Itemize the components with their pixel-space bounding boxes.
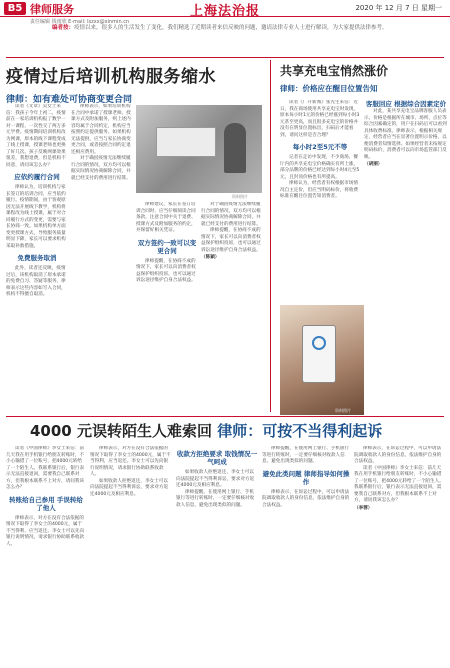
story1-paragraph: 律师提醒，在协商不成的情况下，家长可以向消费者权益保护组织投诉，也可以通过诉讼途径维护自身合法权益。 — [201, 228, 261, 253]
story2-subtitle: 律师：价格应在醒目位置告知 — [280, 84, 378, 93]
story3-headline-lawyer: 律师：可按不当得利起诉 — [217, 422, 383, 440]
editors-note-label: 编者按： — [52, 25, 75, 31]
story3-column-3 — [176, 446, 258, 664]
power-bank-image — [302, 325, 336, 383]
page-number: B5 — [4, 2, 26, 15]
story1-column-2 — [71, 104, 133, 414]
story1-paragraph: 律师建议，家长在签订培训合同时，应当仔细阅读合同条款，注意合同中关于退费、授课方式及附加服务的约定，并保留好相关凭证。 — [136, 202, 196, 233]
story3-byline: （李蓉） — [354, 505, 373, 511]
story1-paragraph: 律师表示，如果培训机构在合同中承诺了授课老师、授课方式及附加服务，则上述内容均属于合同约定，机构应当按照约定提供服务。如果机构无法提供，应当与家长协商变更合同，或者按照合同约定退还相应费用。 — [71, 104, 131, 155]
story3-paragraph: 读者《中国律师》李女士来信：前几天我在用手机银行给朋友转账时，不小心输错了一位账号，把4000元转给了一个陌生人。我联系银行后，银行表示无法直接退回，需要我自己联系对方，但我根本联系不上对方，请问我该怎么办？ — [354, 465, 444, 503]
story1-paragraph: 此外，读者还反映，疫情过后，该机构取消了原本承诺的免费自习、答疑等服务，律师表示这些内容如写入合同，机构不得擅自取消。 — [6, 266, 66, 297]
story2-paragraph: 律师认为，经营者有权根据市场情况自主定价，但应当明码标价，将收费标准在醒目位置告知消费者。 — [280, 181, 359, 199]
story2-subhead: 每小时2至5元不等 — [292, 143, 348, 151]
story1-paragraph: 对于确因疫情无法继续履行合同的情况，双方均可以根据实际情况协商解除合同，并就已经支付的费用进行结算。 — [71, 156, 131, 181]
story3-subhead-2: 收款方拒绝要求 取钱情况一气呵成 — [176, 450, 258, 466]
story3-column-4 — [262, 446, 350, 664]
newspaper-masthead: 上海法治报 — [190, 4, 261, 19]
divider — [6, 57, 444, 58]
story3-column-2 — [90, 446, 172, 664]
story1-column-1 — [6, 104, 68, 414]
story1-paragraph: 读者《文章》吴女士来信：我孩子今年上初二，疫情前在一家培训机构报了数学一对一课程，一次性交了两万多元学费。疫情期间培训机构改为网课，原本的线下课程变成了线上授课，授课老师也更换了好几次。孩子反映网课效果很差，我想退费，但是机构不同意，请问该怎么办？ — [6, 104, 66, 168]
computer-screen-image — [156, 127, 216, 157]
section-title: 律师服务 — [30, 3, 74, 16]
story2-sidebar-text: 对此，某共享充电宝品牌客服人员表示，价格是根据所在城市、场所、点位等综合因素确定的，用户在扫码后可以看到具体收费标准。律师表示，根据相关规定，经营者应当在显著位置明示价格，以便消费者知情选择。如果经营者未按规定明码标价，消费者可以向市场监管部门反映。 — [364, 109, 447, 160]
story1-paragraph: 律师提醒，在协商不成的情况下，家长可以向消费者权益保护组织投诉，也可以通过诉讼途径维护自身合法权益。 — [136, 258, 196, 283]
story1-byline: （陈颖） — [201, 255, 220, 260]
editors-note-text: 疫情以来，很多人的生活发生了变化。我们精选了近期读者来信反映的问题，邀请法律专业人士进行解读，为大家提供法律参考。 — [74, 25, 388, 31]
story1-column-4 — [201, 202, 263, 414]
editors-note — [52, 24, 412, 32]
story2-headline: 共享充电宝悄然涨价 — [280, 64, 389, 78]
student-figure-image — [224, 123, 246, 173]
story3-paragraph: 律师表示，在诉讼过程中，可以申请法院调取收款人的身份信息，依法维护自身的合法权益。 — [262, 489, 350, 508]
story2-paragraph: 读者《广开新闻》张先生来信：近日，我在商场使用共享充电宝时发现，原本每小时1元的价格已经涨到每小时3元甚至更高，而且很多充电宝的价格并没有在明显位置标出，扫码后才能看到，请问这样是否合理？ — [280, 100, 360, 138]
story1-column-3 — [136, 202, 198, 414]
story3-subhead-3: 避免此类问题 律师指导如何操作 — [262, 469, 350, 486]
story3-paragraph: 律师表示，在诉讼过程中，可以申请法院调取收款人的身份信息，依法维护自身的合法权益。 — [354, 446, 442, 464]
story3-paragraph: 如果收款人拒绝返还，李女士可以向法院提起不当得利诉讼，要求对方返还4000元及相应利息。 — [90, 478, 169, 497]
story3-headline — [30, 420, 382, 441]
story3-paragraph: 如果收款人拒绝返还，李女士可以向法院提起不当得利诉讼，要求对方返还4000元及相应利息。 — [176, 470, 255, 488]
story3-paragraph: 律师提醒，在使用网上银行、手机银行等进行转账时，一定要仔细核对收款人信息，避免出现类似的问题。 — [176, 489, 255, 508]
story1-paragraph: 对于确因疫情无法继续履行合同的情况，双方均可以根据实际情况协商解除合同，并就已经支付的费用进行结算。 — [201, 202, 261, 227]
story3-subhead: 转账给自己参用 手误转给了他人 — [9, 495, 83, 512]
issue-date: 2020 年 12 月 7 日 星期一 — [355, 4, 442, 12]
story1-photo-credit: 资料图片 — [232, 194, 248, 199]
editor-credit: 责任编辑 钱雨欣 E-mail: lszxx@xinmin.cn — [30, 19, 130, 25]
story2-photo — [280, 305, 364, 415]
story2-sidebar-title: 客服回应 根据综合因素定价 — [365, 100, 447, 108]
story2-column-1 — [280, 100, 360, 302]
story3-column-1 — [6, 446, 86, 664]
story1-subtitle: 律师：如有难处可协商变更合同 — [6, 95, 133, 105]
story3-paragraph: 律师表示，对方在没有合法依据的情况下取得了李女士的4000元，属于不当得利，应当返还。李女士可以先向银行说明情况，请求银行协助联系收款人。 — [90, 446, 171, 477]
divider — [6, 416, 444, 417]
story2-byline: （胡丽） — [364, 162, 383, 167]
story1-subhead: 应依约履行合同 — [14, 173, 60, 181]
story2-paragraph: 记者在走访中发现，不少商场、餐厅内的共享充电宝价格确实有所上涨，部分品牌的价格已经达到每小时4元至5元，且封顶价格也有所提高。 — [280, 155, 360, 180]
story1-photo — [136, 105, 262, 193]
story2-photo-credit: 资料图片 — [335, 408, 351, 413]
story3-column-5 — [354, 446, 444, 664]
story2-sidebar — [364, 100, 448, 415]
story3-paragraph: 律师提醒，在使用网上银行、手机银行等进行转账时，一定要仔细核对收款人信息，避免出现类似的问题。 — [262, 446, 350, 464]
story3-headline-main: 4000 元误转陌生人难索回 — [30, 422, 212, 440]
story3-paragraph: 读者《中国律师》李女士来信：前几天我在用手机银行给朋友转账时，不小心输错了一位账号，把4000元转给了一个陌生人。我联系银行后，银行表示无法直接退回，需要我自己联系对方，但我根本联系不上对方，请问我该怎么办？ — [6, 446, 85, 490]
story1-paragraph: 律师认为，培训机构与家长签订的培训合同，应当依约履行。疫情期间，由于客观原因无法开展线下教学，机构将课程改为线上授课，属于对合同履行方式的变更，需要与家长协商一致。如果机构单方面变更授课方式，导致服务质量明显下降，家长可以要求机构采取补救措施。 — [6, 185, 66, 249]
story1-subhead-2: 免费服务取消 — [17, 254, 57, 262]
divider — [270, 60, 271, 412]
story1-headline: 疫情过后培训机构服务缩水 — [6, 67, 216, 87]
story3-paragraph: 律师表示，对方在没有合法依据的情况下取得了李女士的4000元，属于不当得利，应当返还。李女士可以先向银行说明情况，请求银行协助联系收款人。 — [6, 515, 85, 547]
page-header — [0, 0, 450, 17]
story1-subhead-3: 双方签约一致可以变更合同 — [137, 238, 197, 255]
